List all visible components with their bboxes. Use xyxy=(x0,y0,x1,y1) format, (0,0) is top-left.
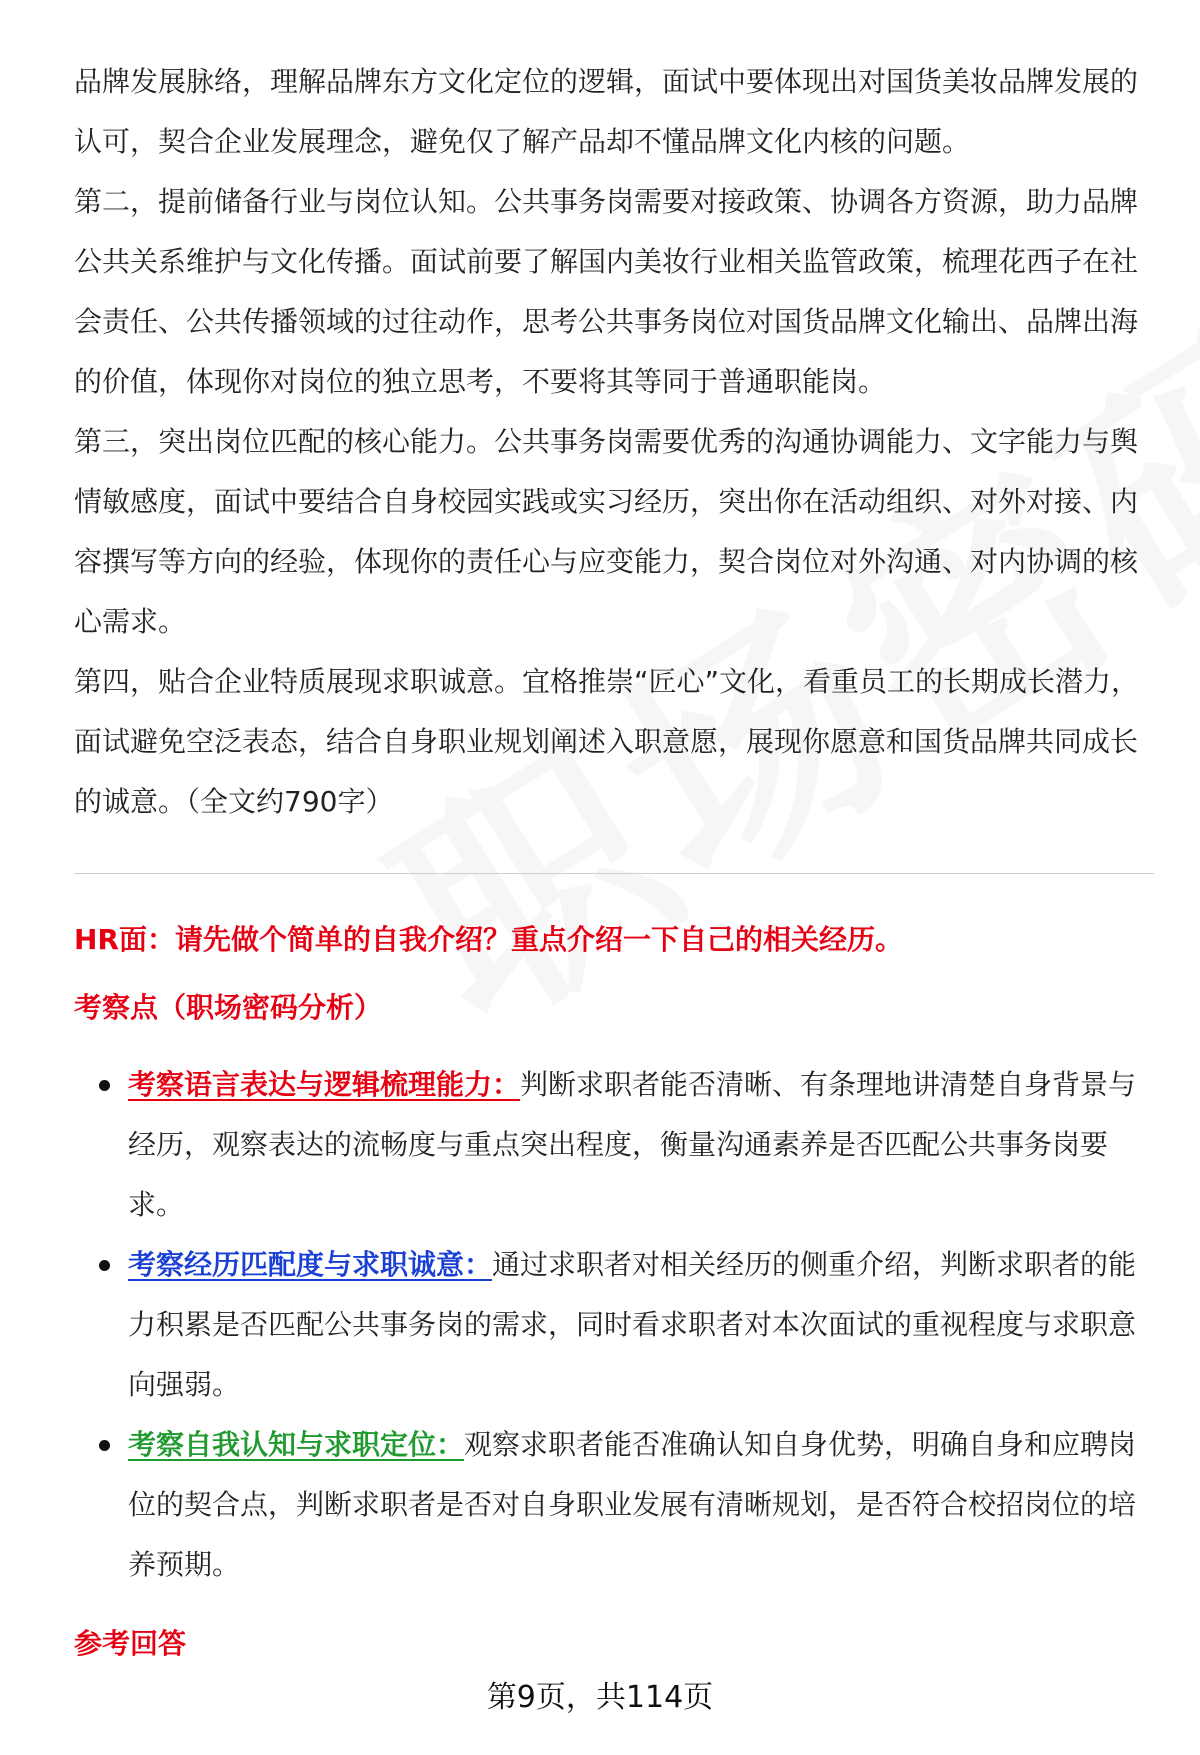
bullet-icon xyxy=(99,1080,110,1091)
bullet-icon xyxy=(99,1440,110,1451)
paragraph-sincerity: 第四，贴合企业特质展现求职诚意。宜格推崇“匠心”文化，看重员工的长期成长潜力，面试避免空泛表态，结合自身职业规划阐述入职意愿，展现你愿意和国货品牌共同成长的诚意。（全文约790字） xyxy=(74,665,1140,818)
point-keyword-self-awareness: 考察自我认知与求职定位： xyxy=(128,1428,465,1461)
paragraph-industry-knowledge: 第二，提前储备行业与岗位认知。公共事务岗需要对接政策、协调各方资源，助力品牌公共关系维护与文化传播。面试前要了解国内美妆行业相关监管政策，梳理花西子在社会责任、公共传播领域的过往动作，思考公共事务岗位对国货品牌文化输出、品牌出海的价值，体现你对岗位的独立思考，不要将其等同于普通职能岗。 xyxy=(74,185,1139,398)
list-item xyxy=(74,1055,1149,1235)
interview-question-heading: HR面：请先做个简单的自我介绍？重点介绍一下自己的相关经历。 xyxy=(74,923,903,956)
point-text-language: 判断求职者能否清晰、有条理地讲清楚自身背景与经历，观察表达的流畅度与重点突出程度，衡量沟通素养是否匹配公共事务岗要求。 xyxy=(128,1068,1137,1221)
paragraph-core-abilities: 第三，突出岗位匹配的核心能力。公共事务岗需要优秀的沟通协调能力、文字能力与舆情敏感度，面试中要结合自身校园实践或实习经历，突出你在活动组织、对外对接、内容撰写等方向的经验，体现你的责任心与应变能力，契合岗位对外沟通、对内协调的核心需求。 xyxy=(74,425,1139,638)
body-text xyxy=(74,52,1149,832)
reference-answer-heading: 参考回答 xyxy=(74,1627,187,1660)
list-item xyxy=(74,1235,1149,1415)
section-divider xyxy=(74,873,1154,874)
assessment-points-list xyxy=(74,1055,1149,1595)
point-keyword-experience: 考察经历匹配度与求职诚意： xyxy=(128,1248,493,1281)
page-number: 第9页，共114页 xyxy=(486,1680,714,1715)
paragraph-brand-culture: 品牌发展脉络，理解品牌东方文化定位的逻辑，面试中要体现出对国货美妆品牌发展的认可，契合企业发展理念，避免仅了解产品却不懂品牌文化内核的问题。 xyxy=(74,65,1139,158)
point-text-experience: 通过求职者对相关经历的侧重介绍，判断求职者的能力积累是否匹配公共事务岗的需求，同时看求职者对本次面试的重视程度与求职意向强弱。 xyxy=(128,1248,1137,1401)
point-keyword-language: 考察语言表达与逻辑梳理能力： xyxy=(128,1068,521,1101)
bullet-icon xyxy=(99,1260,110,1271)
point-text-self-awareness: 观察求职者能否准确认知自身优势，明确自身和应聘岗位的契合点，判断求职者是否对自身职业发展有清晰规划，是否符合校招岗位的培养预期。 xyxy=(128,1428,1137,1581)
assessment-points-heading: 考察点（职场密码分析） xyxy=(74,991,383,1024)
list-item xyxy=(74,1415,1149,1595)
